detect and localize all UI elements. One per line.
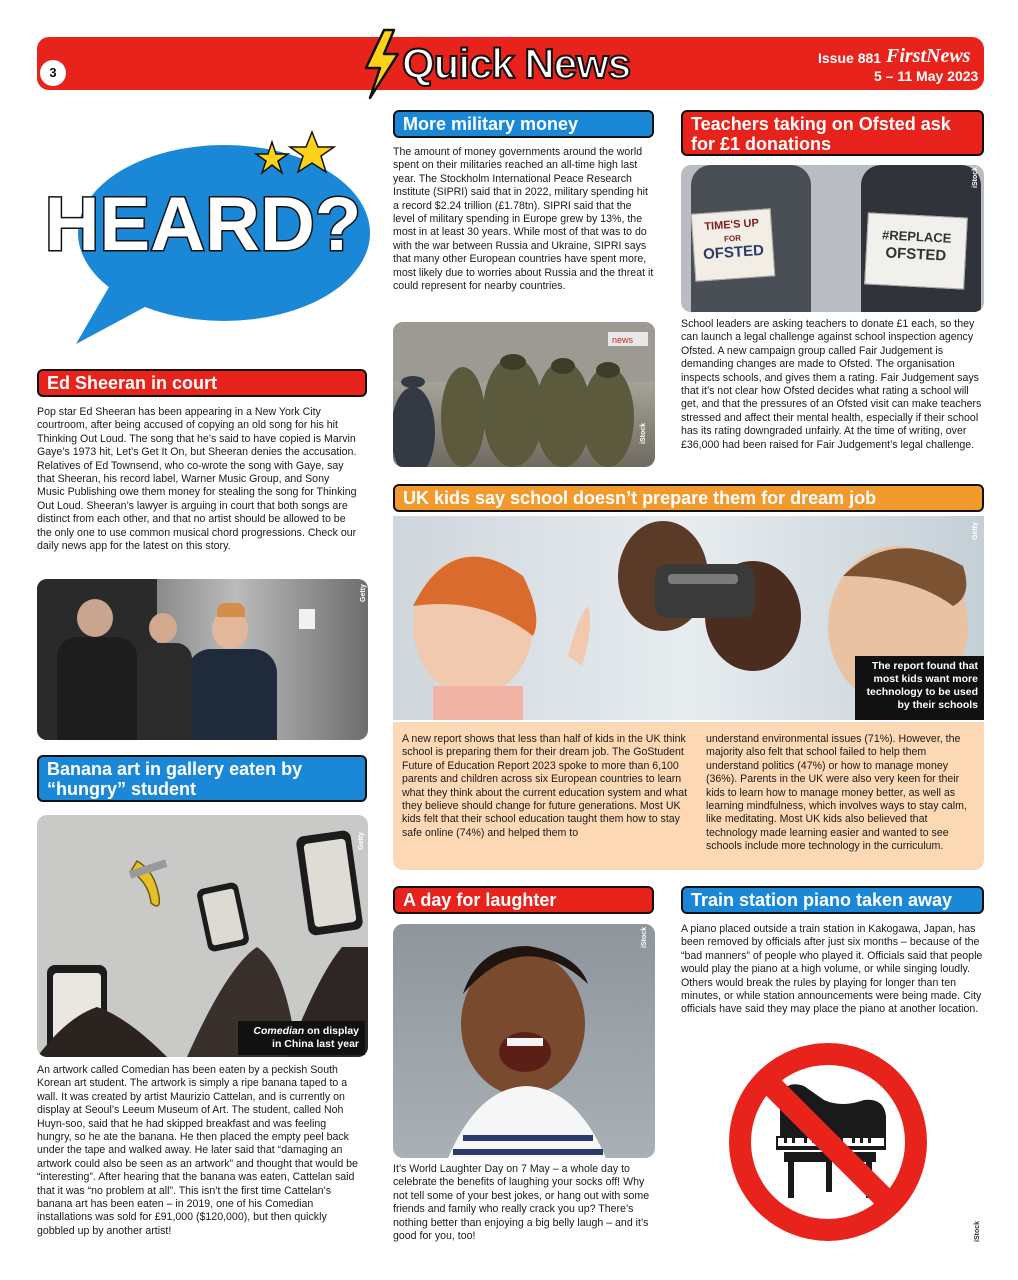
- svg-text:news: news: [612, 335, 634, 345]
- uk-kids-body-col1: A new report shows that less than half of kids in the UK think school is preparing them for their dream job. The GoStudent Future of Education Report 2023 spoke to more than 6,100 parents and children across six European countries to learn what they think about the current education system and what they believe should change for future generations. Most UK kids felt that their school education taught them how to stay safe online (74%) and helped them to: [402, 733, 688, 839]
- heard-title: HEARD?: [44, 182, 362, 267]
- teachers-body: School leaders are asking teachers to donate £1 each, so they can launch a legal challenge against school inspection agency Ofsted. A new campaign group called Fair Judgement is demanding changes are made to Ofsted. The organisation inspects schools, and gives them a rating. Fair Judgement says that it’s not clear how Ofsted decides what rating a school will get, and that the pressures of an Ofsted visit can make teachers stressed and affect their mental health, especially if their school has its rating downgraded unfairly. At the time of writing, over £36,000 had been raised for Fair Judgement’s legal challenge.: [681, 318, 982, 451]
- brand-logo: FirstNews: [886, 45, 971, 67]
- page-number: 3: [40, 60, 66, 86]
- issue-dates: 5 – 11 May 2023: [874, 68, 979, 84]
- teachers-heading-line2: for £1 donations: [691, 134, 832, 154]
- protest-sign: #REPLACE OFSTED: [864, 212, 968, 289]
- protest-sign: TIME'S UP FOR OFSTED: [691, 208, 776, 281]
- laughter-body: It’s World Laughter Day on 7 May – a whole day to celebrate the benefits of laughing your socks off! Why not tell some of your best jokes, or hang out with some friends and family who really crack you up? There’s nothing better than enjoying a big belly laugh – and it’s good for you, too!: [393, 1163, 650, 1243]
- uk-kids-heading: UK kids say school doesn’t prepare them for dream job: [393, 484, 984, 512]
- photo-credit: iStock: [641, 926, 648, 948]
- laughter-photo: [393, 924, 655, 1158]
- photo-credit: Getty: [972, 522, 979, 540]
- teachers-heading: [681, 110, 984, 156]
- military-photo: [393, 322, 655, 467]
- military-heading: More military money: [393, 110, 654, 138]
- photo-credit: iStock: [974, 1220, 981, 1242]
- no-piano-icon: [728, 1042, 928, 1242]
- ed-sheeran-photo: [37, 579, 368, 740]
- military-body: The amount of money governments around the world spent on their militaries reached an all-time high last year. The Stockholm International Peace Research Institute (SIPRI) said that in 2022, military spending hit a record $2.24 trillion (£1.78tn). SIPRI said that the level of military spending in Europe grew by 13%, the most in at least 30 years. While most of that was to do with the war between Russia and Ukraine, SIPRI says that many other European countries have spent more, most likely due to worries about Russia and the threat it could represent for nearby countries.: [393, 146, 654, 293]
- piano-heading: Train station piano taken away: [681, 886, 984, 914]
- uk-kids-caption: The report found that most kids want more technology to be used by their schools: [855, 656, 984, 720]
- banana-caption: Comedian on display in China last year: [238, 1021, 365, 1055]
- piano-body: A piano placed outside a train station in Kakogawa, Japan, has been removed by officials after just six months – because of the “bad manners” of people who played it. Officials said that people would play the piano at a high volume, or while singing loudly. Others would break the rules by playing for longer than ten minutes, or while station announcements were being made. City officials have said they may place the piano at another location.: [681, 923, 983, 1016]
- banana-heading-line2: “hungry” student: [47, 779, 196, 799]
- photo-credit: iStock: [972, 166, 979, 188]
- photo-credit: Getty: [360, 584, 367, 602]
- ofsted-photo: [681, 165, 984, 312]
- banana-heading: [37, 755, 367, 802]
- heard-speech-bubble: [28, 118, 373, 353]
- issue-number: Issue 881: [818, 50, 882, 66]
- teachers-heading-line1: Teachers taking on Ofsted ask: [691, 114, 951, 134]
- photo-credit: iStock: [640, 422, 647, 444]
- photo-credit: Getty: [358, 832, 365, 850]
- lightning-bolt-icon: [360, 28, 404, 100]
- uk-kids-body-col2: understand environmental issues (71%). However, the majority also felt that school failed to help them understand politics (47%) or how to manage money (36%). Parents in the UK were also very keen for their kids to learn how to manage money better, as well as learning mindfulness, which involves ways to stay calm, like meditating. Most UK kids also believed that technology made learning easier and wanted to see schools include more technology in the curriculum.: [706, 733, 967, 853]
- page-title: Quick News: [402, 40, 631, 87]
- ed-sheeran-heading: Ed Sheeran in court: [37, 369, 367, 397]
- banana-heading-line1: Banana art in gallery eaten by: [47, 759, 303, 779]
- laughter-heading: A day for laughter: [393, 886, 654, 914]
- ed-sheeran-body: Pop star Ed Sheeran has been appearing in a New York City courtroom, after being accused of copying an old song for his hit Thinking Out Loud. The song that he’s said to have copied is Marvin Gaye’s 1973 hit, Let’s Get It On, but Sheeran denies the accusation. Relatives of Ed Townsend, who co-wrote the song with Gaye, say that Sheeran, his record label, Warner Music Group, and Sony Music Publishing owe them money for stealing the song for Thinking Out Loud. Sheeran’s lawyer is arguing in court that both songs are distinct from each other, and that no artist should be allowed to be the only one to use common musical chord progressions. Check our daily news app for the latest on this story.: [37, 406, 357, 553]
- banana-body: An artwork called Comedian has been eaten by a peckish South Korean art student. The artwork is simply a ripe banana taped to a wall. It was created by artist Maurizio Cattelan, and is currently on display at Seoul’s Leeum Museum of Art. The student, called Noh Huyn-soo, said that he had skipped breakfast and was feeling hungry, so he ate the banana. He then placed the empty peel back under the tape and walked away. He later said that “damaging an artwork could also be seen as an artwork” and thought that would be “interesting”. After hearing that the banana was eaten, Cattelan said that it was “no problem at all”. This isn’t the first time Cattelan’s banana art has been eaten – in 2019, one of his Comedian installations was sold for £91,000 ($120,000), but then quickly gobbled up by another artist!: [37, 1064, 358, 1237]
